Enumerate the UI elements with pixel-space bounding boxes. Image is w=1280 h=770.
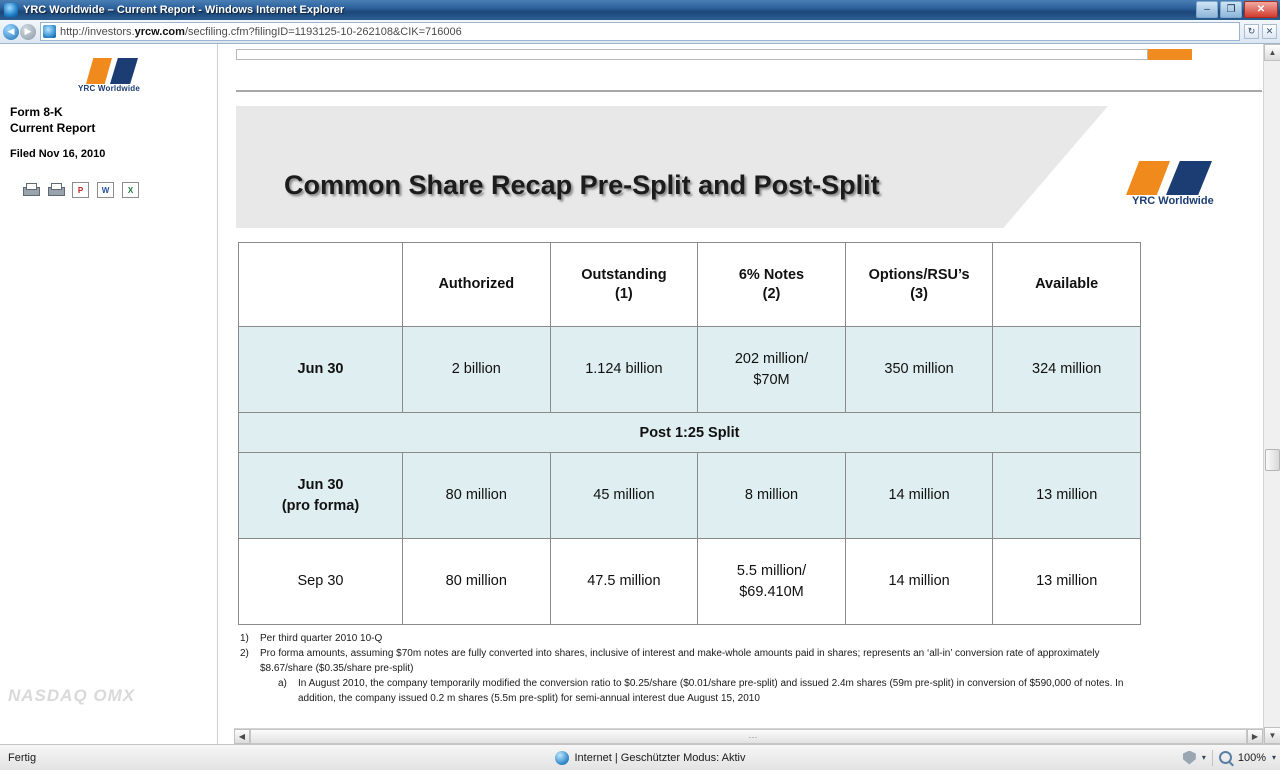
cell-line1: 202 million/ (734, 350, 809, 367)
back-arrow-icon[interactable]: ◀ (3, 24, 19, 40)
cell-line1: 14 million (888, 487, 950, 503)
filing-report-label: Current Report (10, 121, 96, 135)
footnote-number: 2) (240, 648, 249, 659)
cell-line1: 2 billion (451, 361, 501, 377)
header-line2: (2) (762, 285, 781, 302)
cell-sep30-notes (698, 539, 846, 625)
header-line1: Available (1035, 276, 1099, 292)
address-bar (0, 20, 1280, 44)
cell-line1: 45 million (593, 487, 655, 503)
row-label-jun30-proforma (239, 453, 403, 539)
column-header-authorized (403, 243, 551, 327)
footnotes (240, 631, 1140, 706)
security-zone (274, 751, 1026, 765)
post-split-divider: Post 1:25 Split (239, 413, 1141, 453)
table-header-row (239, 243, 1141, 327)
horizontal-scroll-track[interactable] (250, 729, 1247, 744)
scroll-left-button[interactable]: ◀ (234, 729, 250, 744)
slide-title: Common Share Recap Pre-Split and Post-Split (284, 170, 880, 200)
header-line1: Authorized (438, 276, 515, 292)
row-label-line1: Jun 30 (297, 361, 344, 377)
print-icon[interactable] (22, 182, 39, 198)
status-bar (0, 744, 1280, 770)
scroll-right-button[interactable]: ▶ (1247, 729, 1263, 744)
cell-line1: 350 million (884, 361, 954, 377)
banner-logo-text: YRC Worldwide (1132, 195, 1214, 207)
header-line1: 6% Notes (738, 266, 805, 283)
footnote-text: In August 2010, the company temporarily modified the conversion ratio to $0.25/share ($0.01/share pre-split) and issued 2.4m shares (59m pre-split) in conversion of $590,000 of notes. In addition, the company issued 0.2 m shares (5.5m pre-split) for semi-annual interest due August 15, 2010 (298, 678, 1124, 704)
column-header-options-rsu (845, 243, 993, 327)
minimize-button[interactable]: – (1196, 1, 1218, 18)
word-icon[interactable]: W (97, 182, 114, 198)
magnifier-icon[interactable] (1219, 751, 1232, 764)
cell-sep30-options (845, 539, 993, 625)
cell-line1: 13 million (1036, 487, 1098, 503)
browser-viewport (0, 44, 1280, 744)
printer-icon[interactable] (47, 182, 64, 198)
header-line1: Outstanding (581, 266, 667, 283)
cell-jun30-available (993, 327, 1141, 413)
scroll-down-button[interactable]: ▼ (1264, 727, 1280, 744)
zoom-chevron-down-icon[interactable]: ▾ (1271, 753, 1276, 762)
row-label-line1: Sep 30 (297, 573, 344, 589)
window-title-bar (0, 0, 1280, 20)
cell-jun30-authorized (403, 327, 551, 413)
url-prefix: http://investors. (60, 25, 135, 38)
table-row (239, 327, 1141, 413)
cell-line1: 80 million (445, 573, 507, 589)
cell-jun30pf-available (993, 453, 1141, 539)
cell-sep30-outstanding (550, 539, 698, 625)
forward-arrow-icon[interactable]: ▶ (20, 24, 36, 40)
footnote-2a (240, 676, 1140, 706)
url-host: yrcw.com (134, 25, 185, 38)
horizontal-scrollbar[interactable] (234, 728, 1263, 744)
cell-line1: 13 million (1036, 573, 1098, 589)
table-row (239, 539, 1141, 625)
footnote-2 (240, 646, 1140, 676)
address-input[interactable] (40, 22, 1240, 41)
status-right-controls (1026, 750, 1276, 766)
cell-line1: 14 million (888, 573, 950, 589)
share-recap-table (238, 242, 1141, 625)
footnote-text: Pro forma amounts, assuming $70m notes are fully converted into shares, inclusive of interest and make-whole amounts paid in shares; represents an ‘all-in’ conversion rate of approximately $8.67/share ($0.35/share pre-split) (260, 648, 1100, 674)
stop-icon[interactable]: ✕ (1262, 24, 1277, 39)
security-zone-text: Internet | Geschützter Modus: Aktiv (574, 751, 746, 764)
cell-line1: 1.124 billion (585, 361, 663, 377)
zoom-level[interactable]: 100% (1237, 751, 1266, 764)
sidebar-logo-text: YRC Worldwide (78, 84, 141, 93)
filing-sidebar (0, 44, 218, 744)
cell-jun30-options (845, 327, 993, 413)
table-divider-row (239, 413, 1141, 453)
scroll-up-button[interactable]: ▲ (1264, 44, 1280, 61)
cell-line1: 47.5 million (587, 573, 661, 589)
cell-jun30-outstanding (550, 327, 698, 413)
maximize-button[interactable]: ❐ (1220, 1, 1242, 18)
page-favicon-icon (43, 25, 56, 38)
header-line2: (1) (615, 285, 633, 302)
ie-icon (4, 3, 18, 17)
globe-icon (555, 751, 569, 765)
cell-line1: 8 million (744, 487, 799, 503)
row-label-line2: (pro forma) (281, 497, 360, 514)
cell-line2: $69.410M (739, 583, 804, 600)
cell-jun30-notes (698, 327, 846, 413)
yrc-worldwide-logo-icon (72, 58, 152, 92)
row-label-jun30 (239, 327, 403, 413)
slide-banner (236, 106, 1262, 228)
footnote-number: 1) (240, 633, 249, 644)
column-header-outstanding (550, 243, 698, 327)
vertical-scrollbar[interactable] (1263, 44, 1280, 744)
window-title: YRC Worldwide – Current Report - Windows Internet Explorer (23, 4, 345, 16)
document-actions (10, 182, 207, 198)
filing-date: Filed Nov 16, 2010 (10, 148, 106, 160)
close-button[interactable]: ✕ (1244, 1, 1278, 18)
cell-jun30pf-authorized (403, 453, 551, 539)
nasdaq-omx-logo: NASDAQ OMX (8, 686, 136, 705)
cell-jun30pf-notes (698, 453, 846, 539)
horizontal-scroll-thumb[interactable] (250, 729, 1247, 744)
address-url (60, 26, 462, 38)
footnote-1 (240, 631, 1140, 646)
page-top-strip (236, 48, 1262, 60)
table-row (239, 453, 1141, 539)
cell-jun30pf-options (845, 453, 993, 539)
excel-icon[interactable]: X (122, 182, 139, 198)
footnote-number: a) (278, 678, 287, 689)
cell-line1: 324 million (1032, 361, 1102, 377)
window-controls (1196, 1, 1278, 18)
cell-jun30pf-outstanding (550, 453, 698, 539)
status-text: Fertig (8, 751, 37, 764)
filing-type (10, 104, 207, 136)
filing-form-label: Form 8-K (10, 105, 63, 119)
cell-line2: $70M (753, 371, 790, 388)
table-corner-cell (239, 243, 403, 327)
cell-sep30-authorized (403, 539, 551, 625)
column-header-notes (698, 243, 846, 327)
header-line2: (3) (910, 285, 928, 302)
row-label-sep30 (239, 539, 403, 625)
cell-sep30-available (993, 539, 1141, 625)
refresh-icon[interactable]: ↻ (1244, 24, 1259, 39)
banner-shape (236, 106, 1108, 228)
column-header-available (993, 243, 1141, 327)
address-bar-buttons (1244, 24, 1277, 39)
filing-document-pane (218, 44, 1280, 744)
chevron-down-icon[interactable]: ▾ (1201, 753, 1206, 762)
navigation-buttons (3, 24, 36, 40)
url-suffix: /secfiling.cfm?filingID=1193125-10-262108&CIK=716006 (184, 25, 462, 38)
cell-line1: 5.5 million/ (736, 562, 807, 579)
header-line1: Options/RSU’s (868, 266, 970, 283)
scroll-grip-icon: ⋯ (748, 732, 758, 742)
yrc-worldwide-banner-logo-icon (1126, 161, 1238, 213)
row-label-line1: Jun 30 (297, 476, 344, 493)
shield-icon[interactable] (1183, 751, 1196, 765)
vertical-scroll-thumb[interactable] (1265, 449, 1280, 471)
horizontal-rule (236, 90, 1262, 92)
pdf-icon[interactable]: P (72, 182, 89, 198)
footnote-text: Per third quarter 2010 10-Q (260, 633, 383, 644)
cell-line1: 80 million (445, 487, 507, 503)
